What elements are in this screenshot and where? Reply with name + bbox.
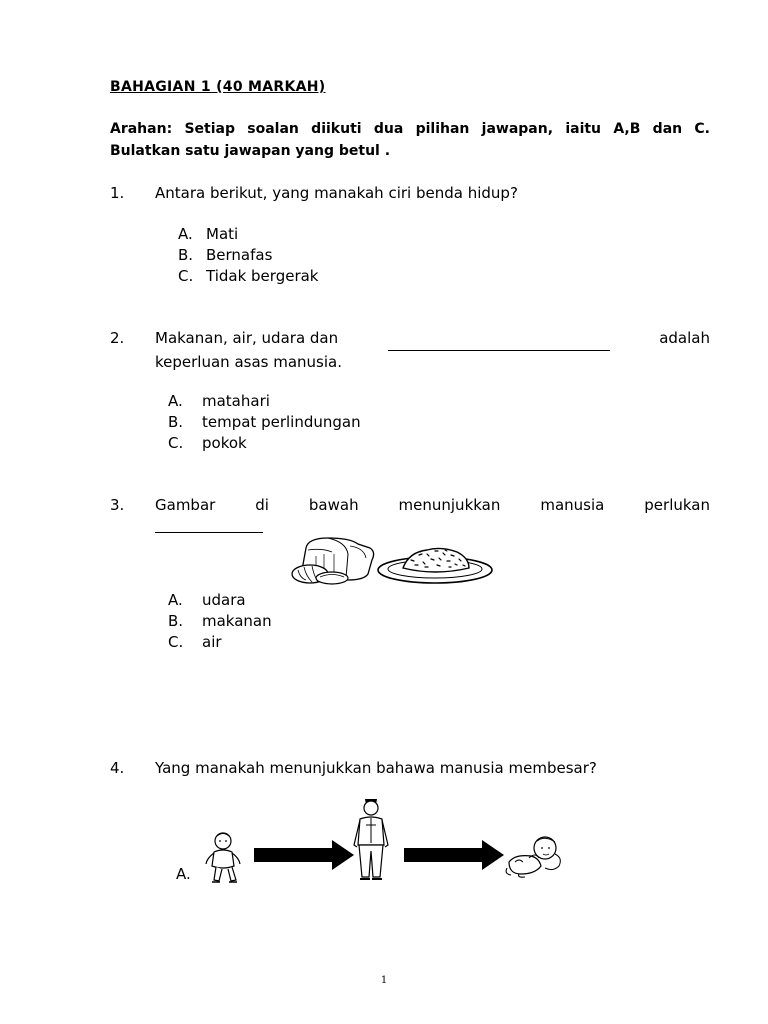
bread-image bbox=[288, 534, 378, 586]
question-2-number: 2. bbox=[110, 329, 125, 347]
option-a[interactable] bbox=[168, 391, 361, 412]
toddler-image bbox=[200, 830, 246, 886]
question-1-number: 1. bbox=[110, 184, 125, 202]
section-heading: BAHAGIAN 1 (40 MARKAH) bbox=[110, 79, 326, 95]
question-1-options bbox=[178, 224, 319, 287]
adult-image bbox=[348, 795, 394, 885]
option-text: pokok bbox=[202, 434, 247, 452]
option-b[interactable] bbox=[168, 611, 272, 632]
option-text: makanan bbox=[202, 612, 272, 630]
option-letter: B. bbox=[168, 413, 184, 431]
option-c[interactable] bbox=[178, 266, 319, 287]
option-b[interactable] bbox=[178, 245, 319, 266]
arrow-right-icon bbox=[254, 838, 354, 872]
question-3-number: 3. bbox=[110, 496, 125, 514]
option-letter: C. bbox=[168, 633, 184, 651]
option-letter: A. bbox=[178, 225, 193, 243]
instruction-line-2: Bulatkan satu jawapan yang betul . bbox=[110, 143, 391, 159]
option-text: air bbox=[202, 633, 222, 651]
arrow-right-icon bbox=[404, 838, 504, 872]
instruction-line-1: Arahan: Setiap soalan diikuti dua pilihan jawapan, iaitu A,B dan C. bbox=[110, 121, 710, 137]
baby-image bbox=[505, 832, 565, 878]
option-a[interactable] bbox=[178, 224, 319, 245]
option-c[interactable] bbox=[168, 433, 361, 454]
option-letter: A. bbox=[168, 591, 183, 609]
option-text: Mati bbox=[206, 225, 239, 243]
option-c[interactable] bbox=[168, 632, 272, 653]
question-2-line-2: keperluan asas manusia. bbox=[155, 353, 342, 371]
option-letter: A. bbox=[168, 392, 183, 410]
instructions bbox=[110, 118, 710, 162]
answer-blank[interactable] bbox=[388, 327, 610, 351]
rice-plate-image bbox=[375, 540, 495, 586]
option-text: tempat perlindungan bbox=[202, 413, 361, 431]
option-text: Bernafas bbox=[206, 246, 273, 264]
question-2-text-part1: Makanan, air, udara dan bbox=[155, 329, 339, 347]
option-a[interactable] bbox=[176, 864, 191, 885]
option-letter: C. bbox=[168, 434, 184, 452]
option-letter: A. bbox=[176, 865, 191, 883]
option-letter: C. bbox=[178, 267, 194, 285]
question-4-number: 4. bbox=[110, 759, 125, 777]
question-3-options bbox=[168, 590, 272, 653]
question-4-text: Yang manakah menunjukkan bahawa manusia membesar? bbox=[155, 759, 597, 777]
option-letter: B. bbox=[178, 246, 194, 264]
option-text: Tidak bergerak bbox=[206, 267, 319, 285]
question-3-line-1: Gambar di bawah menunjukkan manusia perlukan bbox=[155, 496, 710, 514]
option-text: matahari bbox=[202, 392, 270, 410]
option-text: udara bbox=[202, 591, 246, 609]
answer-blank[interactable] bbox=[155, 518, 263, 533]
question-2-options bbox=[168, 391, 361, 454]
option-b[interactable] bbox=[168, 412, 361, 433]
question-2-text-part2: adalah bbox=[659, 329, 710, 347]
page-number: 1 bbox=[380, 975, 388, 986]
question-2-line-1 bbox=[155, 327, 710, 351]
option-a[interactable] bbox=[168, 590, 272, 611]
question-3-text bbox=[155, 494, 710, 540]
question-2-text bbox=[155, 327, 710, 374]
option-letter: B. bbox=[168, 612, 184, 630]
question-1-text: Antara berikut, yang manakah ciri benda hidup? bbox=[155, 184, 518, 202]
